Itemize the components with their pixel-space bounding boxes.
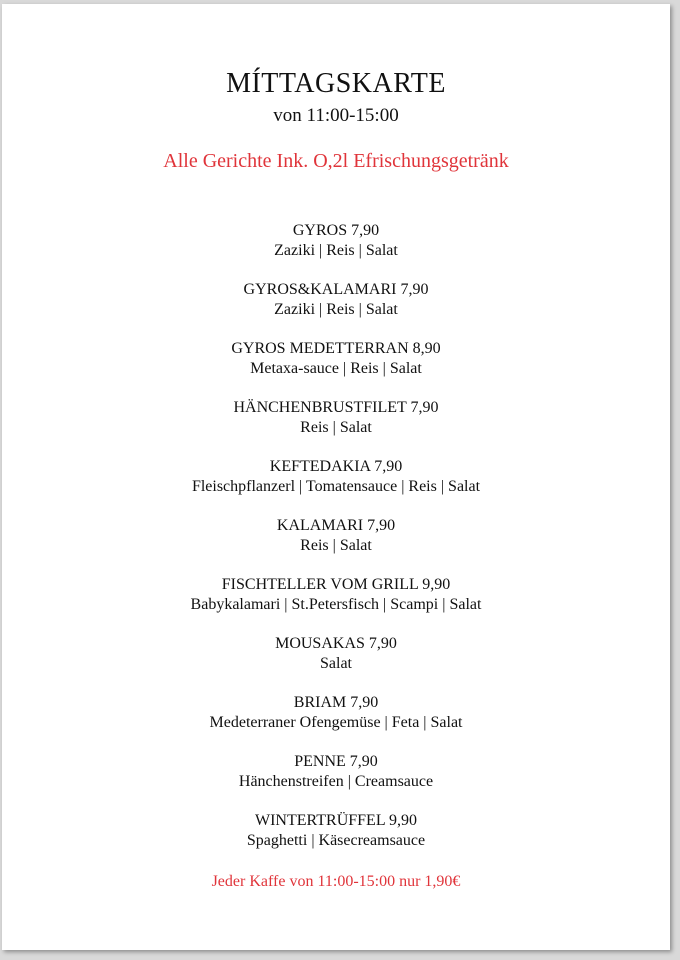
menu-item-name: FISCHTELLER VOM GRILL 9,90	[221, 576, 451, 593]
menu-item	[2, 398, 670, 457]
menu-item	[2, 516, 670, 575]
drink-included-note: Alle Gerichte Ink. O,2l Efrischungsgetränk	[163, 150, 509, 172]
menu-item-name: GYROS MEDETTERRAN 8,90	[231, 340, 441, 357]
menu-item-description: Spaghetti | Käsecreamsauce	[246, 832, 426, 849]
menu-item-description: Reis | Salat	[300, 419, 372, 436]
service-hours: von 11:00-15:00	[273, 105, 399, 126]
menu-item-description: Metaxa-sauce | Reis | Salat	[250, 360, 422, 377]
menu-item-name: WINTERTRÜFFEL 9,90	[255, 812, 417, 829]
menu-item-name: HÄNCHENBRUSTFILET 7,90	[233, 399, 439, 416]
page-title: MÍTTAGSKARTE	[226, 68, 446, 99]
menu-item	[2, 339, 670, 398]
menu-item-name: GYROS 7,90	[292, 222, 380, 239]
menu-item-description: Medeterraner Ofengemüse | Feta | Salat	[209, 714, 463, 731]
menu-item	[2, 280, 670, 339]
menu-item-name: MOUSAKAS 7,90	[275, 635, 397, 652]
coffee-offer-note: Jeder Kaffe von 11:00-15:00 nur 1,90€	[211, 873, 461, 890]
menu-item	[2, 811, 670, 870]
menu-page	[2, 4, 670, 950]
menu-item-description: Salat	[320, 655, 352, 672]
menu-item	[2, 634, 670, 693]
menu-item	[2, 575, 670, 634]
menu-item	[2, 221, 670, 280]
menu-item-name: PENNE 7,90	[294, 753, 378, 770]
menu-item-name: KEFTEDAKIA 7,90	[269, 458, 403, 475]
menu-item	[2, 457, 670, 516]
menu-item-description: Fleischpflanzerl | Tomatensauce | Reis | Salat	[191, 478, 481, 495]
menu-item-description: Zaziki | Reis | Salat	[274, 301, 398, 318]
menu-item	[2, 752, 670, 811]
menu-item	[2, 693, 670, 752]
menu-item-name: BRIAM 7,90	[293, 694, 379, 711]
menu-item-name: KALAMARI 7,90	[276, 517, 396, 534]
menu-item-description: Reis | Salat	[300, 537, 372, 554]
menu-item-description: Babykalamari | St.Petersfisch | Scampi | Salat	[190, 596, 482, 613]
menu-item-description: Zaziki | Reis | Salat	[274, 242, 398, 259]
menu-item-name: GYROS&KALAMARI 7,90	[243, 281, 429, 298]
menu-item-description: Hänchenstreifen | Creamsauce	[238, 773, 434, 790]
menu-list	[2, 221, 670, 870]
